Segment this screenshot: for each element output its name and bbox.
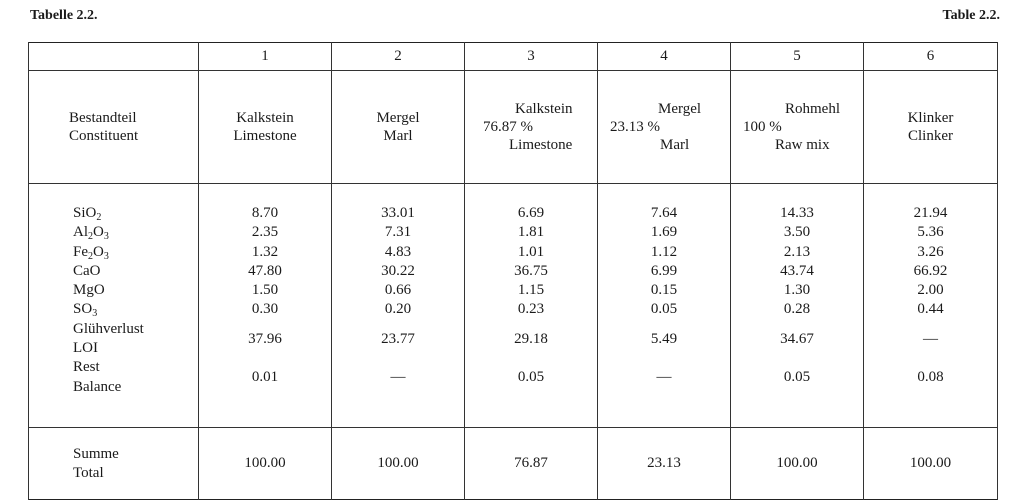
value-cell: 7.64 [650,205,678,221]
value-cell: 1.32 [251,243,279,260]
value-cell: 1.81 [517,224,545,241]
value-column [598,184,731,428]
value-cell: 0.05 [517,369,545,386]
header-line: Limestone [509,137,573,153]
value-cell: 1.15 [517,282,545,299]
total-value: 100.00 [864,428,998,500]
column-number: 3 [465,43,598,71]
value-cell: — [390,369,406,386]
value-cell: 0.44 [917,301,944,318]
header-line: 100 % [743,119,782,135]
value-cell: 47.80 [248,262,282,279]
header-line: Kalkstein [236,110,294,126]
total-value: 23.13 [598,428,731,500]
constituent-al2o3: $Al_2O_3$ [73,224,109,243]
value-cell: 1.01 [517,243,545,260]
value-cell: 2.35 [251,224,279,241]
header-line: 23.13 % [610,119,660,135]
value-cell: 0.08 [917,369,944,386]
total-value: 100.00 [731,428,864,500]
header-line: Mergel [376,110,420,126]
value-cell: 2.13 [783,243,811,260]
caption-english: Table 2.2. [942,8,1000,23]
value-cell: 1.12 [650,243,678,260]
value-cell: 4.83 [384,243,412,260]
row-header-english: Constituent [69,128,139,144]
row-header-german: Bestandteil [69,110,137,126]
value-cell: 0.05 [783,369,811,386]
column-number: 6 [864,43,998,71]
value-cell: 29.18 [514,330,548,347]
total-row [29,428,998,500]
column-number: 4 [598,43,731,71]
value-cell: 30.22 [381,262,415,279]
header-line: Marl [383,128,413,144]
value-cell: 43.74 [780,262,814,279]
value-cell: 3.50 [783,224,811,241]
total-value: 76.87 [465,428,598,500]
column-header-limestone [199,71,332,184]
value-cell: 37.96 [248,330,282,347]
value-column [731,184,864,428]
value-cell: — [923,330,938,347]
value-column [465,184,598,428]
value-cell: — [656,369,672,386]
value-cell: 6.69 [517,205,545,221]
value-column [864,184,998,428]
column-number: 5 [731,43,864,71]
composition-table [28,42,998,500]
constituent-so3: $SO_3$ [73,301,98,320]
value-cell: 6.99 [650,262,678,279]
total-value: 100.00 [199,428,332,500]
column-header-marl-share [598,71,731,184]
value-cell: 7.31 [384,224,412,241]
header-line: Klinker [907,110,954,126]
column-header-row [29,71,998,184]
value-cell: 5.36 [917,224,944,241]
constituent-loi-english: LOI [73,340,98,357]
column-header-marl [332,71,465,184]
column-number: 2 [332,43,465,71]
value-cell: 66.92 [913,262,948,279]
value-cell: 1.50 [251,282,279,299]
total-label-cell [29,428,199,500]
value-cell: 8.70 [251,205,279,221]
value-cell: 1.30 [783,282,811,299]
constituent-fe2o3: $Fe_2O_3$ [73,243,109,262]
constituent-list [29,184,199,428]
total-value: 100.00 [332,428,465,500]
header-line: Marl [660,137,690,153]
constituent-cao: CaO [73,262,101,279]
row-header-cell [29,71,199,184]
corner-cell [29,43,199,71]
column-header-raw-mix [731,71,864,184]
column-header-clinker [864,71,998,184]
value-cell: 23.77 [381,330,415,347]
value-cell: 0.20 [384,301,412,318]
header-line: 76.87 % [483,119,533,135]
header-line: Raw mix [775,137,830,153]
total-label-german: Summe [73,445,119,462]
value-cell: 5.49 [650,330,678,347]
header-line: Kalkstein [515,101,573,117]
value-cell: 33.01 [381,205,415,221]
total-label-english: Total [73,464,104,481]
value-cell: 3.26 [917,243,944,260]
constituent-sio2: SiO$_2$ [73,205,102,223]
value-cell: 0.28 [783,301,811,318]
caption-german: Tabelle 2.2. [30,8,98,23]
value-cell: 0.05 [650,301,678,318]
header-line: Mergel [658,101,702,117]
constituent-mgo: MgO [73,282,105,299]
constituent-rest-english: Balance [73,378,122,395]
column-number-row [29,43,998,71]
value-cell: 36.75 [514,262,548,279]
constituent-rest-german: Rest [73,359,100,376]
value-cell: 0.15 [650,282,678,299]
value-cell: 14.33 [780,205,814,221]
value-column [199,184,332,428]
value-cell: 0.23 [517,301,545,318]
value-cell: 0.01 [251,369,279,386]
value-cell: 1.69 [650,224,678,241]
composition-body-row [29,184,998,428]
value-column [332,184,465,428]
value-cell: 0.30 [251,301,279,318]
header-line: Clinker [908,128,953,144]
value-cell: 2.00 [917,282,944,299]
value-cell: 21.94 [913,205,948,221]
value-cell: 34.67 [780,330,814,347]
column-number: 1 [199,43,332,71]
column-header-limestone-share [465,71,598,184]
value-cell: 0.66 [384,282,412,299]
constituent-loi-german: Glühverlust [73,320,144,337]
header-line: Limestone [233,128,297,144]
header-line: Rohmehl [785,101,840,117]
